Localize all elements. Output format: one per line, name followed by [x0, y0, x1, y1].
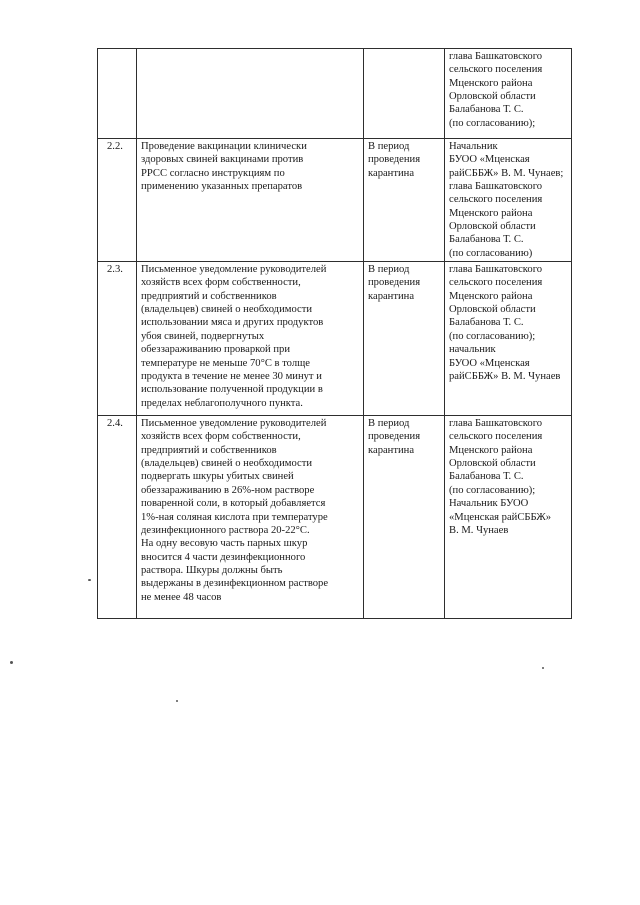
row-number: 2.3. [98, 262, 137, 416]
term-text-line: проведения [368, 431, 421, 443]
measure-text-line: вносится 4 части дезинфекционного [141, 551, 306, 563]
responsible-text-line: Орловской области [449, 458, 536, 470]
responsible-text-line: БУОО «Мценская [449, 154, 530, 166]
measure-text-line: предприятий и собственников [141, 444, 277, 456]
measure-text-line: РРСС согласно инструкциям по [141, 167, 285, 179]
measure-text-line: обеззараживанию в 26%-ном растворе [141, 484, 315, 496]
table-row [98, 139, 572, 262]
responsible-text-line: райСББЖ» В. М. Чунаев; [449, 167, 564, 179]
responsible-text-line: «Мценская райСББЖ» [449, 511, 552, 523]
responsible-text-line: сельского поселения [449, 194, 543, 206]
measure-text-line: хозяйств всех форм собственности, [141, 431, 301, 443]
measure-text-line: выдержаны в дезинфекционном растворе [141, 578, 329, 590]
measure-text-line: 1%-ная соляная кислота при температуре [141, 511, 328, 523]
responsible-text-line: (по согласованию) [449, 247, 533, 259]
term-text-line: В период [368, 418, 410, 430]
responsible-text-line: БУОО «Мценская [449, 357, 530, 369]
row-number: 2.2. [98, 139, 137, 262]
measure-text-line: подвергать шкуры убитых свиней [141, 471, 294, 483]
term-text-line: проведения [368, 277, 421, 289]
responsible-text-line: глава Башкатовского [449, 418, 543, 430]
responsible-text-line: Балабанова Т. С. [449, 234, 524, 246]
responsible-cell [445, 262, 572, 416]
table-row [98, 416, 572, 619]
term-text-line: В период [368, 264, 410, 276]
measure-text-line: Письменное уведомление руководителей [141, 418, 327, 430]
scan-speck [10, 661, 13, 664]
measure-text-line: На одну весовую часть парных шкур [141, 538, 308, 550]
measure-text-line: (владельцев) свиней о необходимости [141, 304, 313, 316]
measure-text-line: использовании мяса и других продуктов [141, 317, 324, 329]
responsible-text-line: сельского поселения [449, 64, 543, 76]
responsible-text-line: Орловской области [449, 304, 536, 316]
scan-speck [542, 667, 544, 669]
responsible-cell [445, 49, 572, 139]
responsible-text-line: сельского поселения [449, 431, 543, 443]
measure-cell [137, 416, 364, 619]
term-text-line: карантина [368, 444, 415, 456]
responsible-text-line: Орловской области [449, 221, 536, 233]
row-number: 2.4. [98, 416, 137, 619]
measures-table-body [98, 49, 572, 619]
measure-text-line: раствора. Шкуры должны быть [141, 564, 283, 576]
responsible-text-line: райСББЖ» В. М. Чунаев [449, 370, 561, 382]
responsible-text-line: Мценского района [449, 444, 533, 456]
term-cell [364, 262, 445, 416]
term-text-line: проведения [368, 154, 421, 166]
responsible-text-line: сельского поселения [449, 277, 543, 289]
table-row [98, 49, 572, 139]
measures-table [97, 48, 572, 619]
responsible-cell [445, 416, 572, 619]
responsible-text-line: Начальник БУОО [449, 498, 529, 510]
responsible-text-line: Начальник [449, 141, 498, 152]
measure-text-line: поваренной соли, в который добавляется [141, 498, 326, 510]
term-text-line: карантина [368, 167, 415, 179]
responsible-text-line: глава Башкатовского [449, 51, 543, 62]
measure-text-line: здоровых свиней вакцинами против [141, 154, 304, 166]
responsible-text-line: глава Башкатовского [449, 181, 543, 193]
responsible-text-line: Мценского района [449, 77, 533, 89]
measure-text-line: предприятий и собственников [141, 290, 277, 302]
responsible-text-line: Орловской области [449, 91, 536, 103]
measure-text-line: Письменное уведомление руководителей [141, 264, 327, 276]
measure-text-line: применению указанных препаратов [141, 181, 303, 193]
scan-speck [88, 579, 91, 581]
responsible-text-line: начальник [449, 344, 496, 356]
term-text-line: карантина [368, 290, 415, 302]
responsible-text-line: глава Башкатовского [449, 264, 543, 276]
responsible-text-line: Балабанова Т. С. [449, 471, 524, 483]
responsible-text-line: (по согласованию); [449, 330, 536, 342]
row-number [98, 49, 137, 139]
measure-cell [137, 139, 364, 262]
term-cell [364, 139, 445, 262]
measure-cell [137, 49, 364, 139]
responsible-text-line: Балабанова Т. С. [449, 104, 524, 116]
term-text-line: В период [368, 141, 410, 152]
measure-text-line: продукта в течение не менее 30 минут и [141, 370, 322, 382]
responsible-text-line: Мценского района [449, 207, 533, 219]
responsible-text-line: (по согласованию); [449, 117, 536, 129]
measure-text-line: (владельцев) свиней о необходимости [141, 458, 313, 470]
measure-text-line: дезинфекционного раствора 20-22°С. [141, 524, 310, 536]
responsible-text-line: В. М. Чунаев [449, 524, 509, 536]
measure-text-line: хозяйств всех форм собственности, [141, 277, 301, 289]
responsible-text-line: Мценского района [449, 290, 533, 302]
measure-text-line: использование полученной продукции в [141, 384, 323, 396]
measure-text-line: Проведение вакцинации клинически [141, 141, 307, 152]
measure-text-line: пределах неблагополучного пункта. [141, 397, 303, 409]
term-cell [364, 49, 445, 139]
responsible-text-line: Балабанова Т. С. [449, 317, 524, 329]
responsible-text-line: (по согласованию); [449, 484, 536, 496]
measure-text-line: убоя свиней, подвергнутых [141, 330, 265, 342]
measure-text-line: температуре не меньше 70°С в толще [141, 357, 310, 369]
responsible-cell [445, 139, 572, 262]
scan-speck [176, 700, 178, 702]
measure-cell [137, 262, 364, 416]
table-row [98, 262, 572, 416]
term-cell [364, 416, 445, 619]
measure-text-line: обеззараживанию проваркой при [141, 344, 291, 356]
measure-text-line: не менее 48 часов [141, 591, 222, 603]
